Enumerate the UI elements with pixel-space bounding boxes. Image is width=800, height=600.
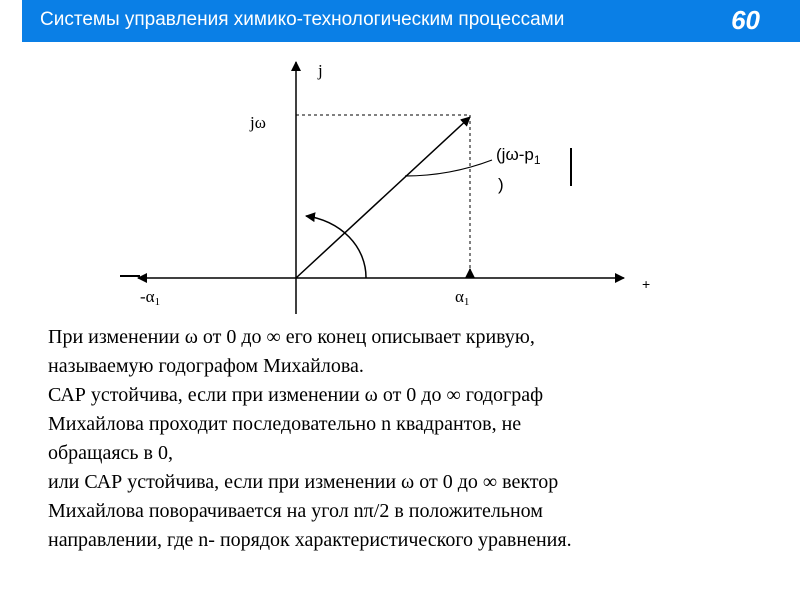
slide-number: 60 bbox=[731, 5, 760, 35]
alpha-label: α1 bbox=[455, 287, 470, 308]
explanation-text bbox=[48, 323, 788, 555]
text-line: или САР устойчива, если при изменении ω от 0 до ∞ вектор bbox=[48, 471, 559, 493]
text-line: направлении, где n- порядок характеристического уравнения. bbox=[48, 529, 572, 551]
jw-label: jω bbox=[250, 113, 266, 132]
text-line: САР устойчива, если при изменении ω от 0 до ∞ годограф bbox=[48, 384, 544, 406]
neg-alpha-label: -α1 bbox=[140, 287, 161, 308]
text-line: Михайлова проходит последовательно n квадрантов, не bbox=[48, 413, 522, 435]
slide-title: Системы управления химико-технологическим процессами bbox=[40, 9, 565, 30]
text-line: называемую годографом Михайлова. bbox=[48, 355, 364, 377]
y-axis-label: j bbox=[318, 61, 323, 80]
vector-label-leader bbox=[405, 160, 492, 176]
vector-label-top: ($j\omega-p_1$ bbox=[496, 145, 541, 167]
text-line: При изменении ω от 0 до ∞ его конец описывает кривую, bbox=[48, 326, 535, 348]
mikhailov-vector bbox=[296, 117, 470, 278]
text-line: обращаясь в 0, bbox=[48, 442, 173, 464]
rotation-angle-arc bbox=[306, 216, 366, 278]
vector-label-bottom: ) bbox=[498, 175, 504, 194]
positive-direction-label: + bbox=[642, 276, 651, 292]
text-line: Михайлова поворачивается на угол nπ/2 в положительном bbox=[48, 500, 543, 522]
